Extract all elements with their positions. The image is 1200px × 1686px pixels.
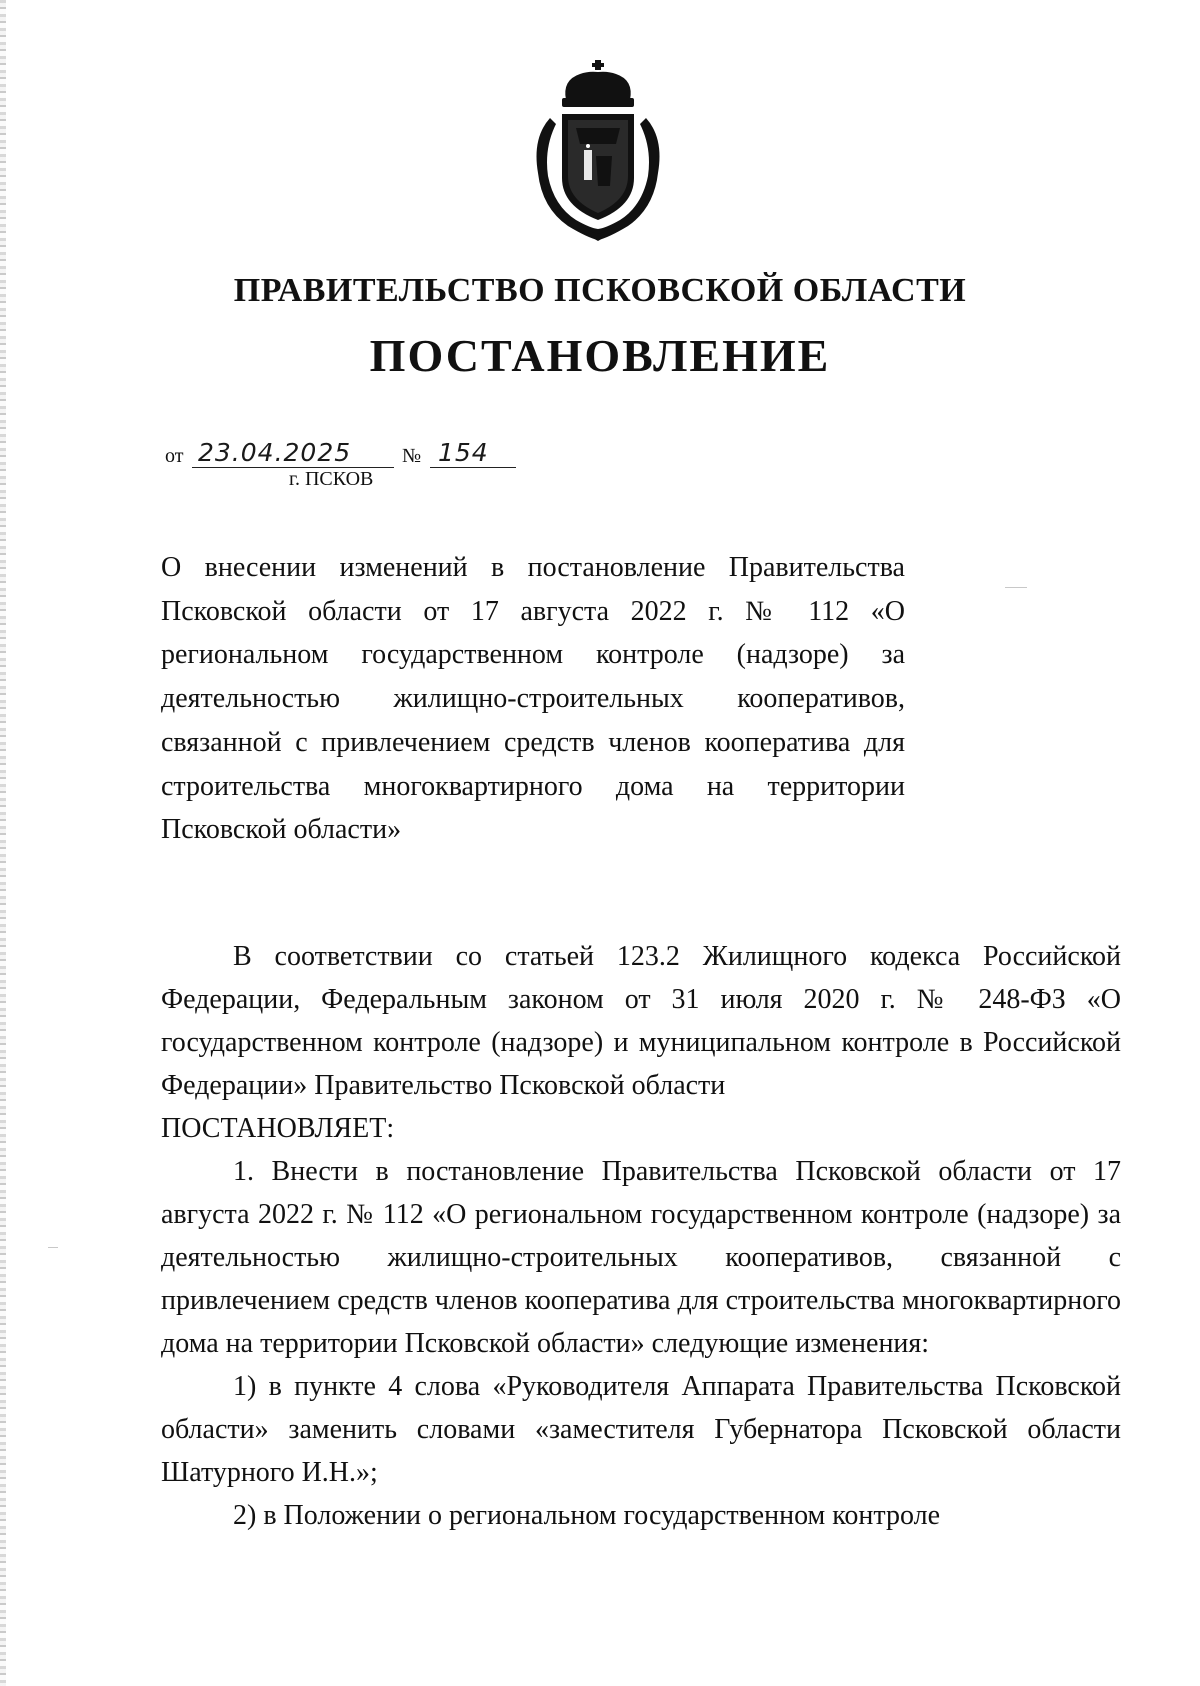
number-prefix: № [402,445,422,467]
scan-mark [1005,587,1027,588]
document-subject: О внесении изменений в постановление Правительства Псковской области от 17 августа 2022 г. № 112 «О региональном государственном контроле (надзоре) за деятельностью жилищно-строительных кооперативов, связанной с привлечением средств членов кооператива для строительства многоквартирного дома на территории Псковской области» [161,552,905,846]
coat-of-arms-emblem [528,58,668,243]
document-type-title: ПОСТАНОВЛЕНИЕ [369,330,831,381]
crown-icon [562,60,634,110]
handwritten-date: 23.04.2025 [198,438,352,467]
item-1-2-paragraph: 2) в Положении о региональном государственном контроле [233,1500,941,1531]
city-label: г. ПСКОВ [289,468,374,490]
scan-edge [0,0,6,1686]
organization-title: ПРАВИТЕЛЬСТВО ПСКОВСКОЙ ОБЛАСТИ [233,272,967,309]
date-prefix: от [165,445,184,467]
preamble-paragraph: В соответствии со статьей 123.2 Жилищного кодекса Российской Федерации, Федеральным законом от 31 июля 2020 г. № 248-ФЗ «О государственном контроле (надзоре) и муниципальном контроле в Российской Федерации» Правительство Псковской области [161,941,1121,1101]
resolves-paragraph: ПОСТАНОВЛЯЕТ: [161,1113,395,1144]
handwritten-number: 154 [438,438,489,467]
item-1-1-paragraph: 1) в пункте 4 слова «Руководителя Аппарата Правительства Псковской области» заменить словами «заместителя Губернатора Псковской области Шатурного И.Н.»; [161,1371,1121,1488]
item-1-paragraph: 1. Внести в постановление Правительства Псковской области от 17 августа 2022 г. № 112 «О региональном государственном контроле (надзоре) за деятельностью жилищно-строительных кооперативов, связанной с привлечением средств членов кооператива для строительства многоквартирного дома на территории Псковской области» следующие изменения: [161,1156,1121,1359]
document-body [161,935,1121,1537]
number-underline [430,467,516,468]
scan-mark [48,1247,58,1248]
